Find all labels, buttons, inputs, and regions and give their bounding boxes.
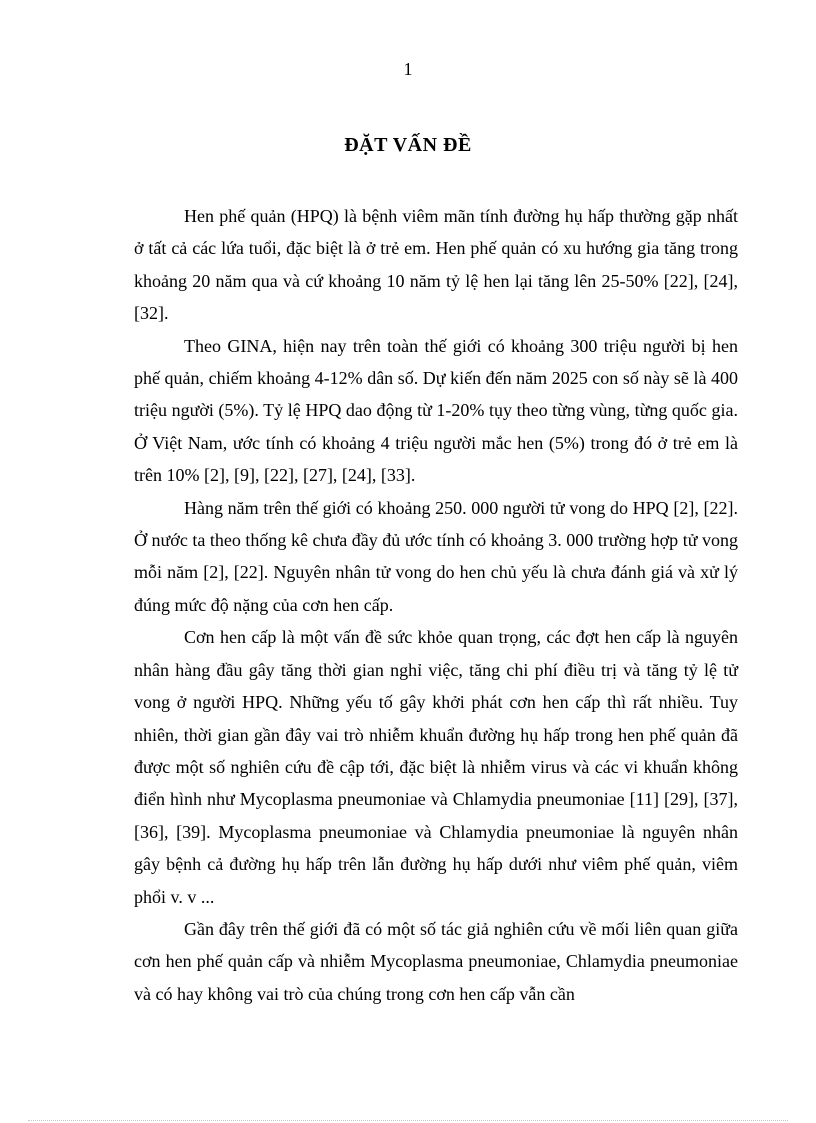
paragraph-mortality: Hàng năm trên thế giới có khoảng 250. 000 người tử vong do HPQ [2], [22]. Ở nước ta theo thống kê chưa đầy đủ ước tính có khoảng 3. 000 trường hợp tử vong mỗi năm [2], [22]. Nguyên nhân tử vong do hen chủ yếu là chưa đánh giá và xử lý đúng mức độ nặng của cơn hen cấp. xyxy=(134,497,738,615)
page-number: 1 xyxy=(403,59,413,79)
paragraph-gina-statistics: Theo GINA, hiện nay trên toàn thế giới có khoảng 300 triệu người bị hen phế quản, chiếm khoảng 4-12% dân số. Dự kiến đến năm 2025 con số này sẽ là 400 triệu người (5%). Tỷ lệ HPQ dao động từ 1-20% tụy theo từng vùng, từng quốc gia. Ở Việt Nam, ước tính có khoảng 4 triệu người mắc hen (5%) trong đó ở trẻ em là trên 10% [2], [9], [22], [27], [24], [33]. xyxy=(134,335,738,486)
paragraph-acute-attack: Cơn hen cấp là một vấn đề sức khỏe quan trọng, các đợt hen cấp là nguyên nhân hàng đầu gây tăng thời gian nghỉ việc, tăng chi phí điều trị và tăng tỷ lệ tử vong ở người HPQ. Những yếu tố gây khởi phát cơn hen cấp thì rất nhiều. Tuy nhiên, thời gian gần đây vai trò nhiễm khuẩn đường hụ hấp trong hen phế quản đã được một số nghiên cứu đề cập tới, đặc biệt là nhiễm virus và các vi khuẩn không điển hình như Mycoplasma pneumoniae và Chlamydia pneumoniae [11] [29], [37], [36], [39]. Mycoplasma pneumoniae và Chlamydia pneumoniae là nguyên nhân gây bệnh cả đường hụ hấp trên lẫn đường hụ hấp dưới như viêm phế quản, viêm phổi v. v ... xyxy=(134,627,738,907)
paragraph-recent-research: Gần đây trên thế giới đã có một số tác giả nghiên cứu về mối liên quan giữa cơn hen phế quản cấp và nhiễm Mycoplasma pneumoniae, Chlamydia pneumoniae và có hay không vai trò của chúng trong cơn hen cấp vẫn cần xyxy=(134,918,738,1004)
page-bottom-divider xyxy=(28,1120,788,1121)
page-title: ĐẶT VẤN ĐỀ xyxy=(344,134,472,156)
paragraph-intro-asthma: Hen phế quản (HPQ) là bệnh viêm mãn tính đường hụ hấp thường gặp nhất ở tất cả các lứa tuổi, đặc biệt là ở trẻ em. Hen phế quản có xu hướng gia tăng trong khoảng 20 năm qua và cứ khoảng 10 năm tỷ lệ hen lại tăng lên 25-50% [22], [24],[32]. xyxy=(134,206,738,324)
body-text xyxy=(134,200,738,1010)
